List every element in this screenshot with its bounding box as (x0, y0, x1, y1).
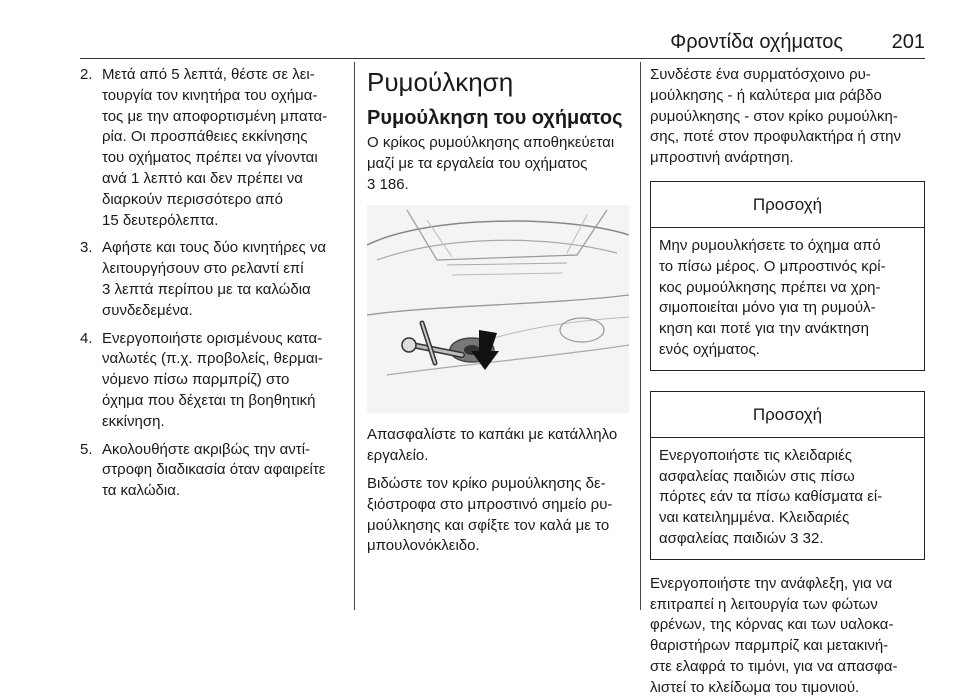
caution-line: πόρτες εάν τα πίσω καθίσματα εί- (659, 488, 883, 506)
step-number: 4. (80, 329, 93, 347)
step-line: διαρκούν περισσότερο από (102, 190, 283, 208)
paragraph-line: φρένων, της κόρνας και των υαλοκα- (650, 616, 894, 634)
caution-box (650, 181, 925, 371)
caution-line: ασφαλείας παιδιών στις πίσω (659, 467, 855, 485)
step-item (80, 65, 350, 231)
cross-reference[interactable] (367, 175, 637, 196)
paragraph-line: ξιόστροφα στο μπροστινό σημείο ρυ- (367, 495, 613, 513)
caution-line: κηση και ποτέ για την ανάκτηση (659, 320, 869, 338)
paragraph-ignition (650, 574, 930, 699)
step-line: τος με την αποφορτισμένη μπατα- (102, 107, 328, 125)
tow-hook-illustration (367, 205, 629, 413)
caution-body (651, 438, 924, 559)
paragraph-screw-hook (367, 474, 637, 557)
step-line: ανά 1 λεπτό και δεν πρέπει να (102, 169, 303, 187)
caution-line: ενός οχήματος. (659, 340, 760, 358)
intro-line: μαζί με τα εργαλεία του οχήματος (367, 154, 588, 172)
running-title: Φροντίδα οχήματος (670, 31, 843, 53)
paragraph-line: εργαλείο. (367, 447, 429, 465)
paragraph-line: Απασφαλίστε το καπάκι με κατάλληλο (367, 426, 618, 444)
caution-body (651, 228, 924, 370)
paragraph-line: Βιδώστε τον κρίκο ρυμούλκησης δε- (367, 474, 606, 492)
paragraph-line: μπροστινή ανάρτηση. (650, 149, 794, 167)
column-divider-1 (354, 62, 355, 610)
step-line: Ακολουθήστε ακριβώς την αντί- (102, 440, 311, 458)
paragraph-line: Συνδέστε ένα συρματόσχοινο ρυ- (650, 66, 871, 83)
step-item (80, 440, 350, 502)
paragraph-line: θαριστήρων παρμπρίζ και μετακινή- (650, 637, 889, 655)
paragraph-line: σης, ποτέ στον προφυλακτήρα ή στην (650, 128, 901, 146)
steps-list (80, 65, 350, 502)
page-number: 201 (891, 31, 925, 53)
section-title: Ρυμούλκηση (367, 67, 514, 97)
step-line: στροφη διαδικασία όταν αφαιρείτε (102, 461, 326, 479)
intro-paragraph (367, 133, 637, 195)
step-number: 3. (80, 239, 93, 257)
paragraph-line: επιτραπεί η λειτουργία των φώτων (650, 595, 878, 613)
step-line: ρία. Οι προσπάθειες εκκίνησης (102, 128, 308, 146)
cross-reference[interactable] (790, 530, 823, 547)
step-line: συνδεδεμένα. (102, 301, 193, 319)
step-item (80, 238, 350, 321)
intro-line: Ο κρίκος ρυμούλκησης αποθηκεύεται (367, 134, 615, 151)
page-header (80, 28, 925, 56)
step-line: τα καλώδια. (102, 482, 181, 500)
header-rule (80, 58, 925, 59)
xref-page: 32. (802, 529, 824, 547)
paragraph-connect-rope (650, 65, 930, 169)
paragraph-line: στε ελαφρά το τιμόνι, για να απασφα- (650, 657, 898, 675)
caution-line: Μην ρυμουλκήσετε το όχημα από (659, 236, 881, 254)
caution-line: ναι κατειλημμένα. Κλειδαριές (659, 509, 850, 527)
caution-line: το πίσω μέρος. Ο μπροστινός κρί- (659, 257, 886, 275)
step-line: λειτουργήσουν στο ρελαντί επί (102, 260, 304, 278)
caution-box-child-locks (650, 391, 925, 560)
column-divider-2 (640, 62, 641, 610)
caution-line-with-xref (659, 529, 916, 550)
step-number: 2. (80, 66, 93, 83)
caution-line: σιμοποιείται μόνο για τη ρυμούλ- (659, 299, 876, 317)
paragraph-line: ρυμούλκησης - στον κρίκο ρυμούλκη- (650, 107, 898, 125)
left-column (80, 65, 350, 509)
step-line: νόμενο πίσω παρμπρίζ) στο (102, 371, 290, 389)
paragraph-unlock-cover (367, 425, 637, 467)
paragraph-line: μούλκησης και σφίξτε τον καλά με το (367, 516, 610, 534)
step-line: Ενεργοποιήστε ορισμένους κατα- (102, 329, 323, 347)
middle-column (367, 65, 637, 557)
xref-arrow-icon: 3 (790, 529, 799, 547)
step-line: 3 λεπτά περίπου με τα καλώδια (102, 280, 311, 298)
step-item (80, 329, 350, 433)
paragraph-line: μούλκησης - ή καλύτερα μια ράβδο (650, 86, 882, 104)
caution-line: ασφαλείας παιδιών (659, 529, 786, 547)
step-line: ναλωτές (π.χ. προβολείς, θερμαι- (102, 350, 323, 368)
step-number: 5. (80, 440, 93, 458)
step-line: Μετά από 5 λεπτά, θέστε σε λει- (102, 66, 315, 83)
caution-title: Προσοχή (651, 392, 924, 438)
xref-arrow-icon: 3 (367, 175, 376, 193)
right-column (650, 65, 930, 699)
paragraph-line: μπουλονόκλειδο. (367, 537, 480, 555)
paragraph-line: Ενεργοποιήστε την ανάφλεξη, για να (650, 574, 893, 592)
step-line: τουργία τον κινητήρα του οχήμα- (102, 86, 318, 104)
caution-title: Προσοχή (651, 182, 924, 228)
step-line: εκκίνηση. (102, 412, 165, 430)
step-line: όχημα που δέχεται τη βοηθητική (102, 391, 316, 409)
paragraph-line: λιστεί το κλείδωμα του τιμονιού. (650, 678, 860, 696)
step-line: Αφήστε και τους δύο κινητήρες να (102, 239, 327, 257)
caution-line: κος ρυμούλκησης πρέπει να χρη- (659, 278, 881, 296)
xref-page: 186. (379, 175, 409, 193)
caution-line: Ενεργοποιήστε τις κλειδαριές (659, 446, 853, 464)
step-line: του οχήματος πρέπει να γίνονται (102, 149, 318, 167)
subsection-title: Ρυμούλκηση του οχήματος (367, 107, 623, 129)
step-line: 15 δευτερόλεπτα. (102, 211, 219, 229)
